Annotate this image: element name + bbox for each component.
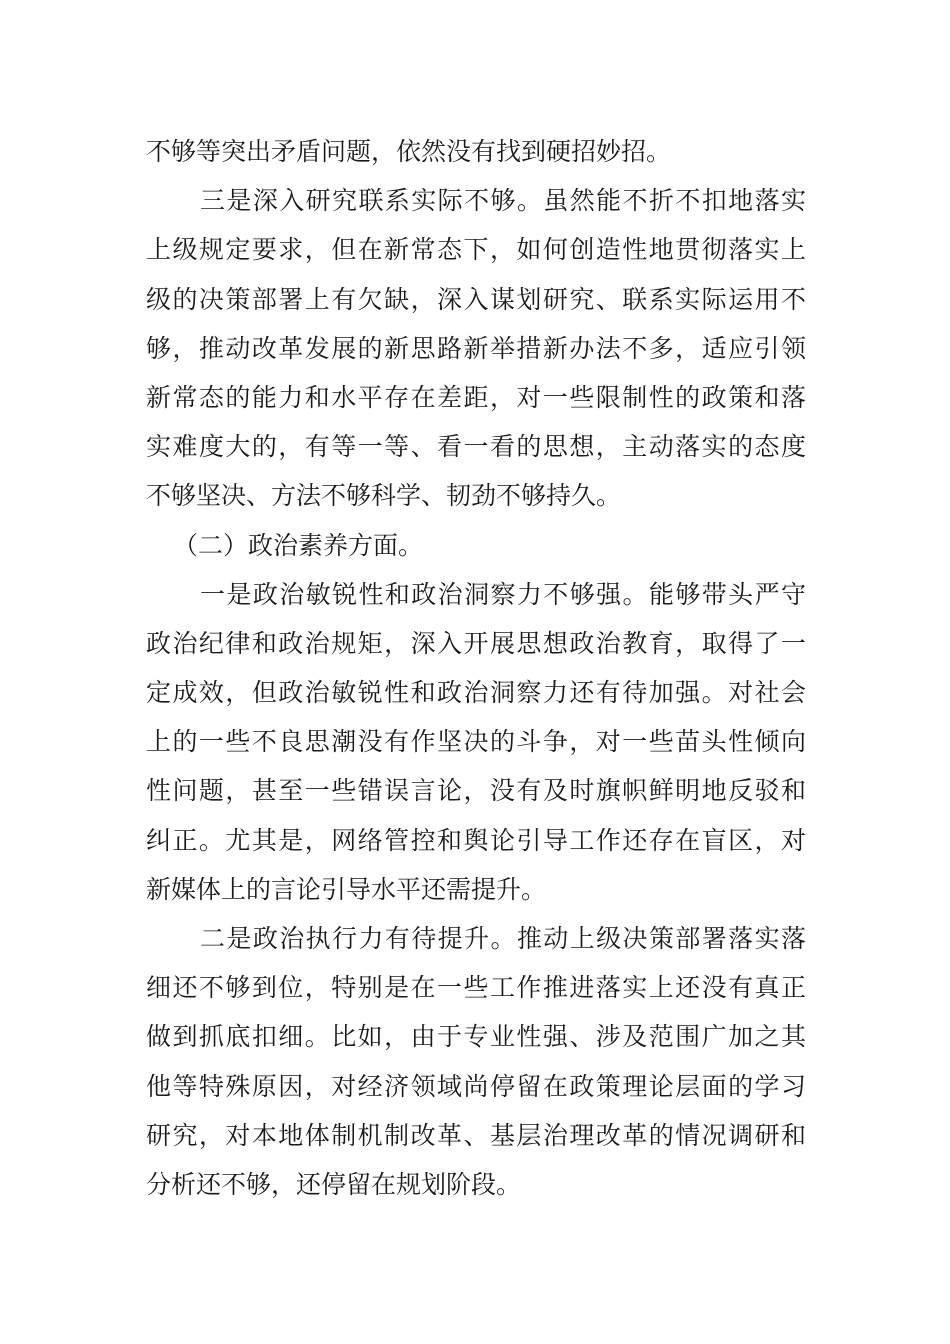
text-line: 新媒体上的言论引导水平还需提升。	[146, 874, 547, 904]
paragraph-continuation	[146, 127, 806, 176]
text-line: 政治纪律和政治规矩，深入开展思想政治教育，取得了一	[146, 628, 806, 658]
text-line: 一是政治敏锐性和政治洞察力不够强。能够带头严守	[200, 579, 806, 609]
heading-line: （二）政治素养方面。	[173, 530, 424, 560]
text-line: 细还不够到位，特别是在一些工作推进落实上还没有真正	[146, 973, 806, 1003]
text-line: 他等特殊原因，对经济领域尚停留在政策理论层面的学习	[146, 1071, 806, 1101]
paragraph-point-one	[146, 570, 806, 914]
paragraph-point-two	[146, 914, 806, 1209]
text-line: 不够等突出矛盾问题，依然没有找到硬招妙招。	[146, 137, 672, 166]
paragraph-point-three	[146, 176, 806, 520]
text-line: 不够坚决、方法不够科学、韧劲不够持久。	[146, 481, 622, 511]
text-line: 上级规定要求，但在新常态下，如何创造性地贯彻落实上	[146, 235, 806, 265]
text-line: 二是政治执行力有待提升。推动上级决策部署落实落	[200, 924, 806, 953]
text-line: 实难度大的，有等一等、看一看的思想，主动落实的态度	[146, 432, 806, 462]
text-line: 三是深入研究联系实际不够。虽然能不折不扣地落实	[200, 186, 806, 216]
text-line: 做到抓底扣细。比如，由于专业性强、涉及范围广加之其	[146, 1022, 806, 1052]
text-line: 级的决策部署上有欠缺，深入谋划研究、联系实际运用不	[146, 284, 806, 314]
text-line: 够，推动改革发展的新思路新举措新办法不多，适应引领	[146, 333, 806, 363]
text-line: 上的一些不良思潮没有作坚决的斗争，对一些苗头性倾向	[146, 727, 806, 757]
text-line: 性问题，甚至一些错误言论，没有及时旗帜鲜明地反驳和	[146, 776, 806, 806]
text-line: 分析还不够，还停留在规划阶段。	[146, 1169, 522, 1199]
text-line: 定成效，但政治敏锐性和政治洞察力还有待加强。对社会	[146, 678, 806, 708]
text-line: 纠正。尤其是，网络管控和舆论引导工作还存在盲区，对	[146, 825, 806, 855]
document-body	[146, 127, 806, 1209]
section-heading	[146, 521, 806, 570]
text-line: 新常态的能力和水平存在差距，对一些限制性的政策和落	[146, 382, 806, 412]
text-line: 研究，对本地体制机制改革、基层治理改革的情况调研和	[146, 1120, 806, 1150]
